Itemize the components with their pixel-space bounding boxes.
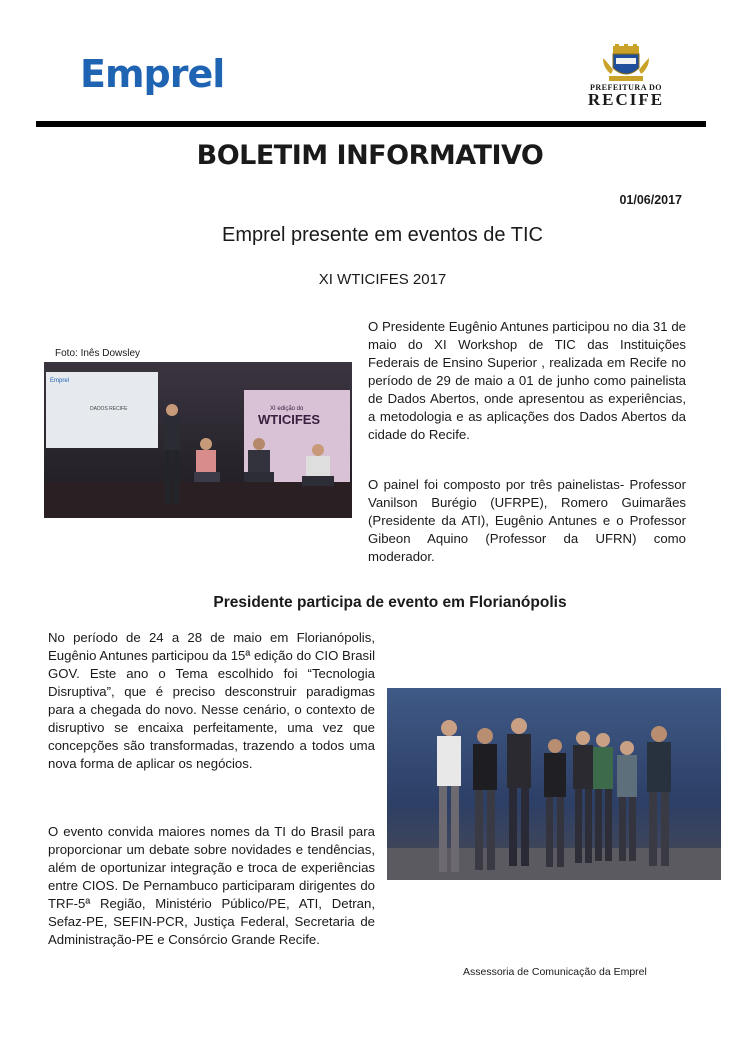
recife-coat-of-arms-icon [601, 44, 651, 82]
article2-paragraph-1: No período de 24 a 28 de maio em Florianópolis, Eugênio Antunes participou da 15ª edição do CIO Brasil GOV. Este ano o Tema escolhido foi “Tecnologia Disruptiva”, que é preciso desconstruir paradigmas para a chegada do novo. Nesse cenário, o contexto de disruptivo se encaixa perfeitamente, uma vez que concepções são transformadas, trazendo a todos uma nova forma de aplicar os negócios. [48, 630, 375, 771]
prefeitura-recife-logo [576, 44, 676, 110]
logo-prefeitura-text: PREFEITURA DO [589, 83, 663, 92]
article2-heading: Presidente participa de evento em Florianópolis [213, 594, 567, 611]
banner-small-text: XI edição do [270, 406, 304, 412]
article1-paragraph-1: O Presidente Eugênio Antunes participou no dia 31 de maio do XI Workshop de TIC das Instituições Federais de Ensino Superior , realizada em Recife no período de 29 de maio a 01 de junho como painelista de Dados Abertos, onde apresentou as experiências, a metodologia e as aplicações dos Dados Abertos da cidade do Recife. [368, 319, 686, 442]
bulletin-date: 01/06/2017 [619, 193, 682, 207]
wticifes-panel-photo [44, 362, 352, 518]
bulletin-title: BOLETIM INFORMATIVO [196, 140, 544, 171]
logo-recife-text: RECIFE [587, 90, 665, 109]
screen-logo-text: DADOS RECIFE [90, 406, 128, 412]
article2-paragraph-2: O evento convida maiores nomes da TI do Brasil para proporcionar um debate sobre novidades e tendências, além de oportunizar integração e troca de experiências entre CIOS. De Pernambuco participaram dirigentes do TRF-5ª Região, Ministério Público/PE, ATI, Detran, Sefaz-PE, SEFIN-PCR, Justiça Federal, Secretaria de Administração-PE e Consórcio Grande Recife. [48, 824, 375, 947]
article1-heading: Emprel presente em eventos de TIC [222, 224, 543, 246]
photo-caption: Foto: Inês Dowsley [55, 348, 141, 359]
footer-credit: Assessoria de Comunicação da Emprel [463, 966, 647, 978]
article1-paragraph-2: O painel foi composto por três painelistas- Professor Vanilson Burégio (UFRPE), Romero Guimarães (Presidente da ATI), Eugênio Antunes e o Professor Gibeon Aquino (Professor da UFRN) como moderador. [368, 477, 686, 564]
emprel-logo: Emprel [80, 52, 225, 96]
article1-subheading: XI WTICIFES 2017 [318, 271, 447, 288]
cio-brasil-group-photo [387, 688, 721, 880]
screen-emprel-text: Emprel [50, 378, 70, 384]
banner-wticifes-text: WTICIFES [258, 412, 321, 427]
header-divider [36, 121, 706, 127]
